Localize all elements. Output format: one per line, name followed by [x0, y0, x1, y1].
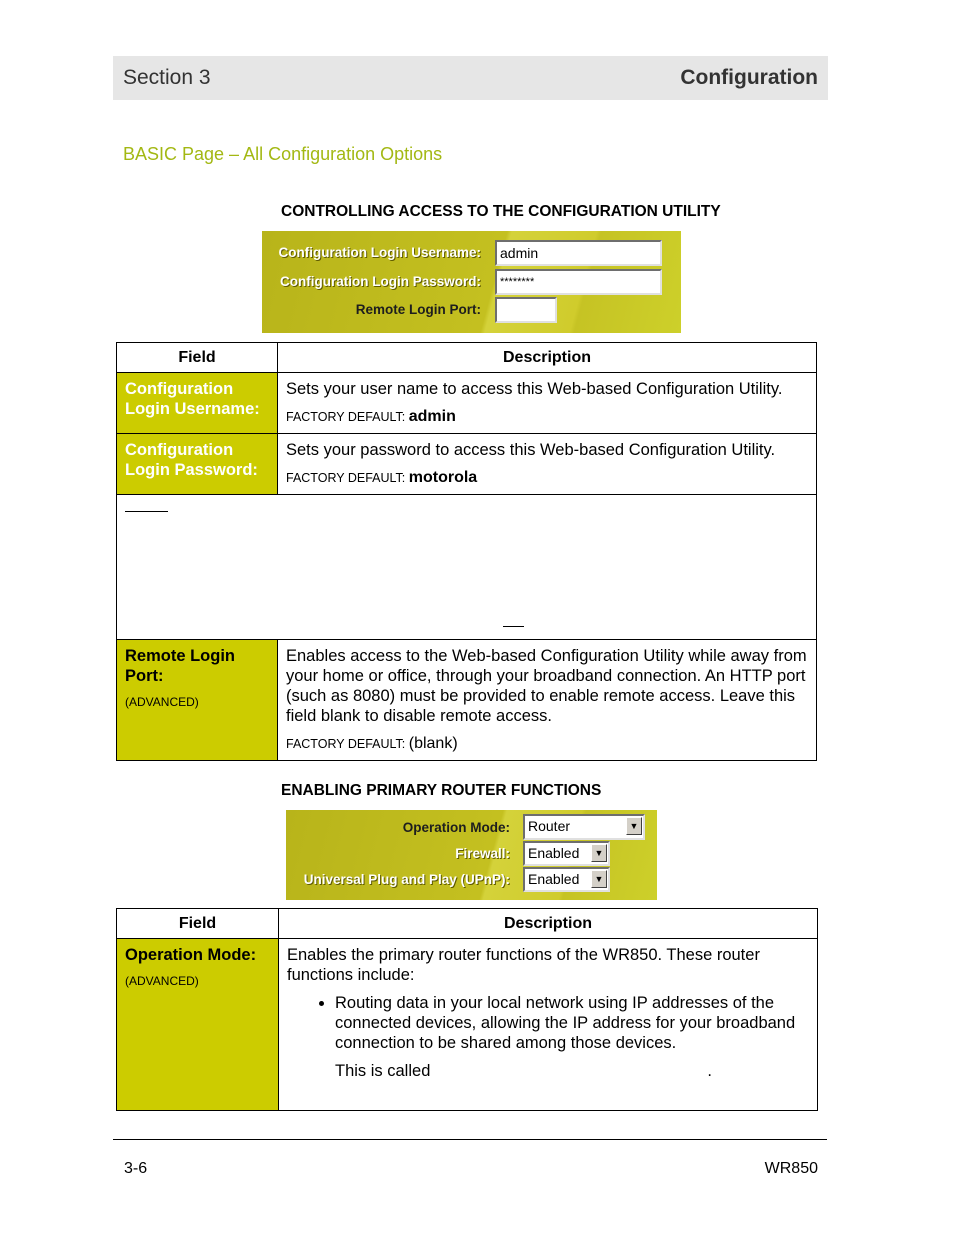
router-settings-panel	[286, 810, 657, 900]
page-number: 3-6	[124, 1160, 148, 1177]
field-name: Operation Mode:	[125, 946, 257, 964]
factory-default-label: FACTORY DEFAULT:	[286, 410, 406, 424]
table-row	[117, 640, 817, 761]
advanced-tag: (ADVANCED)	[125, 695, 199, 709]
description-cell	[278, 373, 817, 434]
upnp-value: Enabled	[528, 871, 580, 887]
remote-port-input[interactable]	[495, 297, 557, 323]
table-row	[117, 939, 818, 1111]
field-cell	[117, 939, 279, 1111]
operation-mode-value: Router	[528, 818, 571, 834]
table-row	[117, 373, 817, 434]
field-column-header: Field	[117, 343, 278, 373]
list-item: • Routing data in your local network using IP addresses of the connected devices, allowing the IP address for your broadband connection to be shared among those devices.	[335, 993, 809, 1053]
router-heading: ENABLING PRIMARY ROUTER FUNCTIONS	[281, 782, 602, 799]
description-cell	[278, 640, 817, 761]
description-text: Enables the primary router functions of the WR850. These router functions include:	[287, 946, 760, 984]
note-row	[117, 495, 817, 640]
firewall-select[interactable]	[523, 841, 610, 866]
operation-mode-select[interactable]	[523, 814, 645, 840]
access-heading: CONTROLLING ACCESS TO THE CONFIGURATION UTILITY	[281, 203, 721, 220]
remote-port-label: Remote Login Port:	[355, 302, 481, 317]
description-text: Sets your user name to access this Web-based Configuration Utility.	[286, 380, 783, 398]
firewall-value: Enabled	[528, 845, 580, 861]
description-text: Enables access to the Web-based Configuration Utility while away from your home or office, through your broadband connection. An HTTP port (such as 8080) must be provided to enable remote access. Leave this field blank to disable remote access.	[286, 647, 807, 725]
model-name: WR850	[764, 1160, 818, 1177]
field-cell: Configuration Login Username:	[117, 373, 278, 434]
factory-default-label: FACTORY DEFAULT:	[286, 471, 406, 485]
username-label: Configuration Login Username:	[278, 245, 481, 260]
section-title: Configuration	[680, 66, 818, 89]
chevron-down-icon[interactable]: ▼	[591, 844, 607, 862]
login-settings-panel	[262, 231, 681, 333]
field-cell	[117, 640, 278, 761]
factory-default	[286, 468, 808, 488]
description-cell	[279, 939, 818, 1111]
factory-default-value: (blank)	[408, 735, 458, 752]
section-header	[113, 56, 828, 100]
username-input[interactable]	[495, 240, 662, 266]
upnp-label: Universal Plug and Play (UPnP):	[303, 872, 510, 887]
factory-default-value: admin	[408, 408, 456, 425]
description-text: Sets your password to access this Web-based Configuration Utility.	[286, 441, 776, 459]
note-underline	[125, 511, 168, 512]
advanced-tag: (ADVANCED)	[125, 974, 199, 988]
password-label: Configuration Login Password:	[280, 274, 481, 289]
chevron-down-icon[interactable]: ▼	[591, 870, 607, 888]
field-column-header: Field	[117, 909, 279, 939]
section-label: Section 3	[123, 66, 211, 89]
router-field-table	[116, 908, 818, 1111]
factory-default	[286, 734, 808, 754]
password-input[interactable]	[495, 269, 662, 295]
page-subtitle: BASIC Page – All Configuration Options	[123, 144, 443, 164]
factory-default-value: motorola	[408, 469, 478, 486]
firewall-label: Firewall:	[455, 846, 510, 861]
field-name: Remote Login Port:	[125, 647, 235, 685]
factory-default	[286, 407, 808, 427]
table-row	[117, 434, 817, 495]
field-cell: Configuration Login Password:	[117, 434, 278, 495]
factory-default-label: FACTORY DEFAULT:	[286, 737, 406, 751]
operation-mode-label: Operation Mode:	[402, 820, 510, 835]
description-column-header: Description	[279, 909, 818, 939]
description-column-header: Description	[278, 343, 817, 373]
called-line: This is called .	[335, 1062, 712, 1080]
note-cell	[117, 495, 817, 640]
access-field-table	[116, 342, 817, 761]
description-cell	[278, 434, 817, 495]
function-list	[287, 993, 809, 1053]
upnp-select[interactable]	[523, 867, 610, 892]
chevron-down-icon[interactable]: ▼	[626, 817, 642, 835]
note-underline	[503, 626, 524, 627]
footer-rule	[113, 1139, 827, 1140]
